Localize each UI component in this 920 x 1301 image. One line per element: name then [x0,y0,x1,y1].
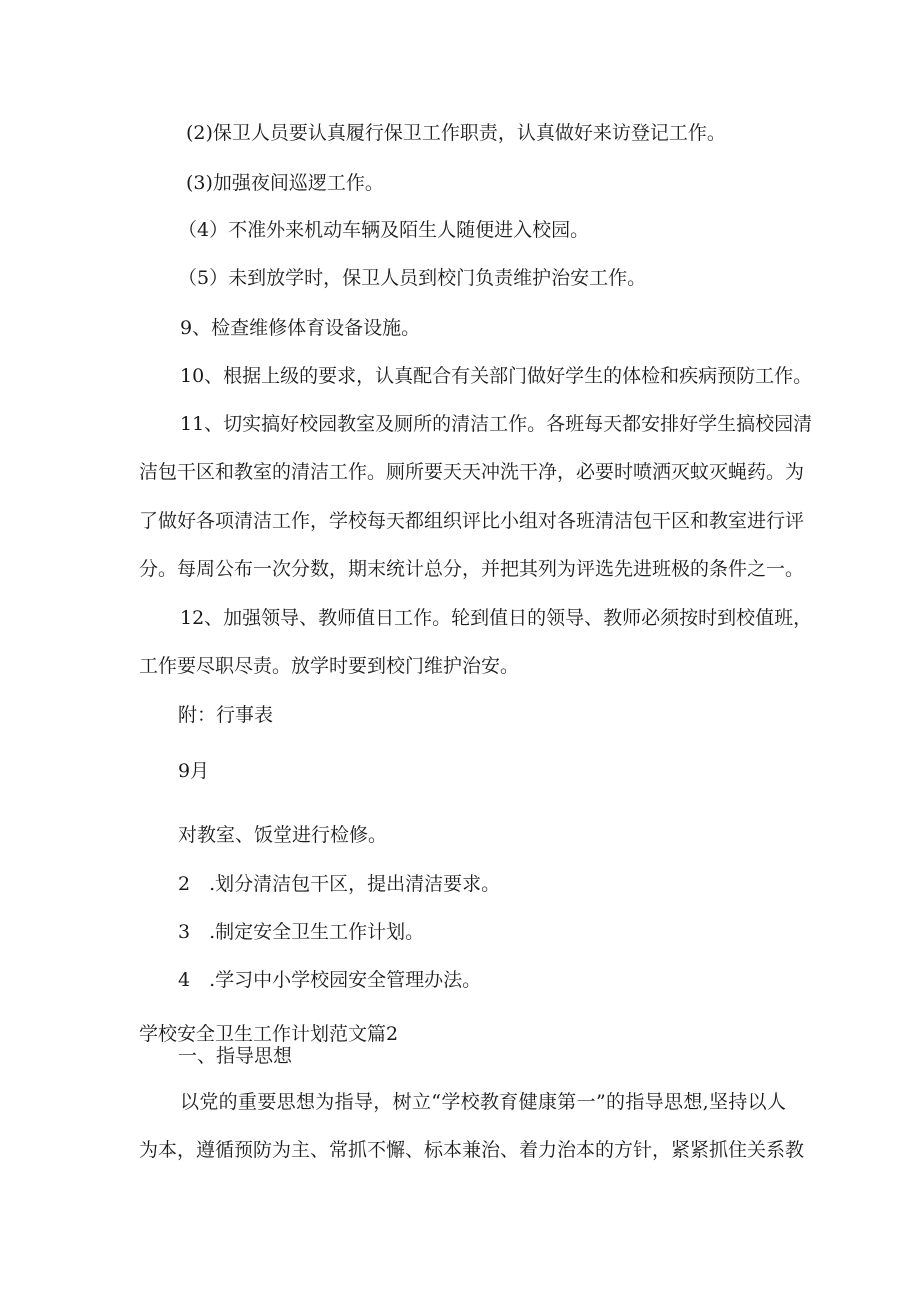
item-5-gate-security: （5）未到放学时，保卫人员到校门负责维护治安工作。 [178,267,647,289]
item-3-night-patrol: (3)加强夜间巡逻工作。 [186,172,384,194]
section-2-paragraph-line-2: 为本，遵循预防为主、常抓不懈、标本兼治、着力治本的方针，紧紧抓住关系教 [139,1139,805,1161]
appendix-month: 9月 [178,760,210,782]
item-11-line-3: 了做好各项清洁工作，学校每天都组织评比小组对各班清洁包干区和教室进行评 [139,510,805,532]
item-10-health-checks: 10、根据上级的要求，认真配合有关部门做好学生的体检和疾病预防工作。 [180,365,813,387]
item-4-no-outside-vehicles: （4）不准外来机动车辆及陌生人随便进入校园。 [178,219,590,241]
task-item: 对教室、饭堂进行检修。 [178,824,388,846]
item-9-sports-facilities: 9、检查维修体育设备设施。 [180,317,421,339]
task-item: 2 .划分清洁包干区，提出清洁要求。 [178,873,501,895]
item-2-security-duties: (2)保卫人员要认真履行保卫工作职责，认真做好来访登记工作。 [186,122,726,144]
item-11-line-2: 洁包干区和教室的清洁工作。厕所要天天冲洗干净，必要时喷洒灭蚊灭蝇药。为 [139,461,805,483]
item-12-line-2: 工作要尽职尽责。放学时要到校门维护治安。 [139,655,520,677]
section-2-title: 学校安全卫生工作计划范文篇2 [139,1023,399,1045]
appendix-title: 附：行事表 [178,704,274,726]
task-item: 4 .学习中小学校园安全管理办法。 [178,969,482,991]
section-2-subtitle: 一、指导思想 [178,1045,293,1067]
task-item: 3 .制定安全卫生工作计划。 [178,921,425,943]
item-11-line-1: 11、切实搞好校园教室及厕所的清洁工作。各班每天都安排好学生搞校园清 [180,413,813,435]
item-12-line-1: 12、加强领导、教师值日工作。轮到值日的领导、教师必须按时到校值班， [180,607,813,629]
item-11-line-4: 分。每周公布一次分数，期末统计总分，并把其列为评选先进班极的条件之一。 [139,558,805,580]
section-2-paragraph-line-1: 以党的重要思想为指导，树立“学校教育健康第一”的指导思想,坚持以人 [180,1091,786,1113]
